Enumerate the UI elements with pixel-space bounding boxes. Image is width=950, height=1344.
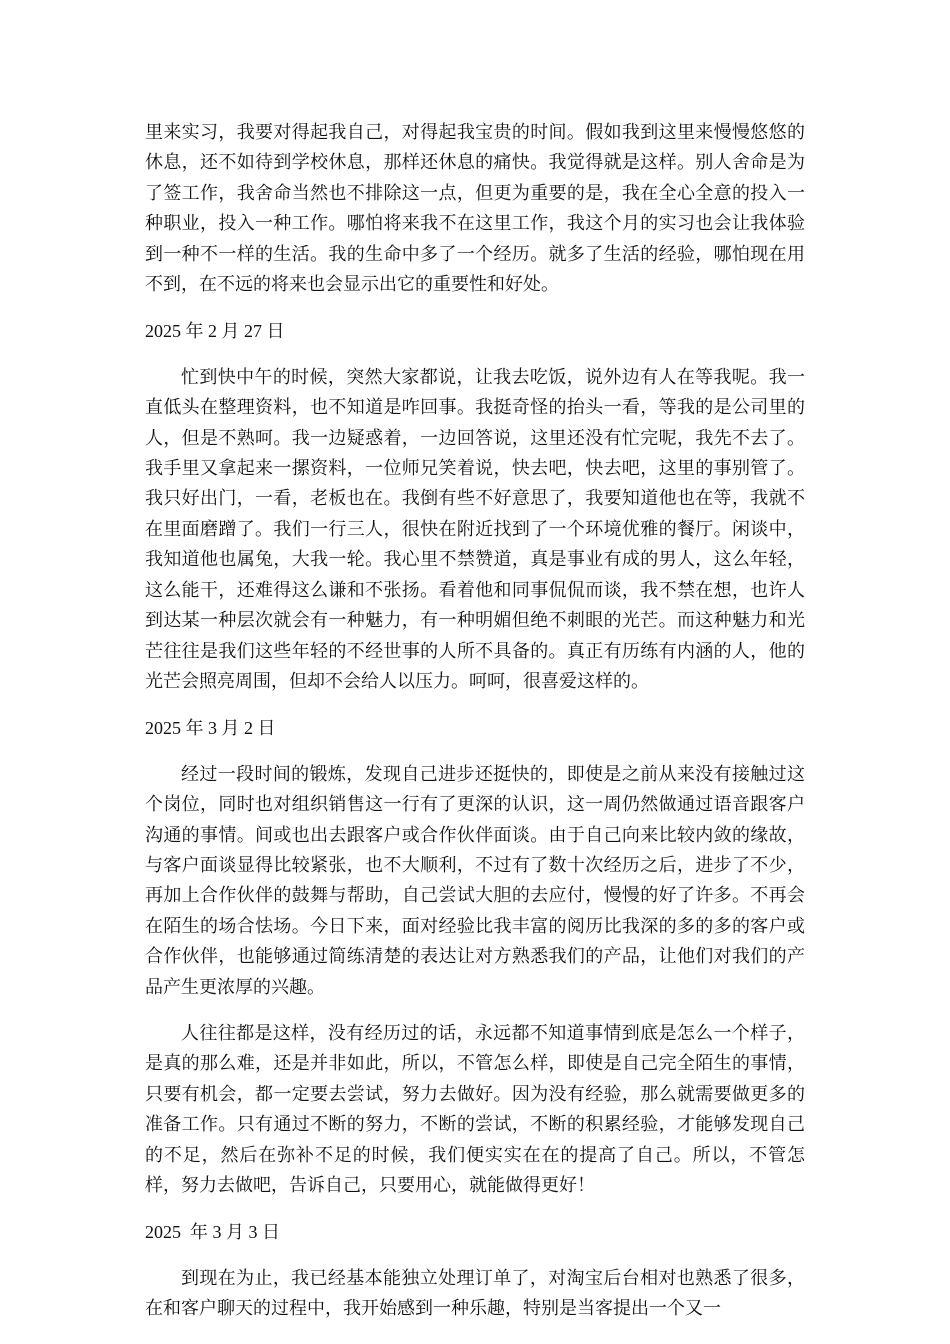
date-heading-mar-2: 2025 年 3 月 2 日 <box>145 718 276 739</box>
spacer <box>145 1201 805 1217</box>
date-heading-feb-27: 2025 年 2 月 27 日 <box>145 321 285 342</box>
spacer <box>145 300 805 316</box>
paragraph-lunch: 忙到快中午的时候，突然大家都说，让我去吃饭，说外边有人在等我呢。我一直低头在整理资料，也不知道是咋回事。我挺奇怪的抬头一看，等我的是公司里的人，但是不熟呵。我一边疑惑着，一边回答说，这里还没有忙完呢，我先不去了。我手里又拿起来一摞资料，一位师兄笑着说，快去吧，快去吧，这里的事别管了。我只好出门，一看，老板也在。我倒有些不好意思了，我要知道他也在等，我就不在里面磨蹭了。我们一行三人，很快在附近找到了一个环境优雅的餐厅。闲谈中，我知道他也属兔，大我一轮。我心里不禁赞道，真是事业有成的男人，这么年轻，这么能干，还难得这么谦和不张扬。看着他和同事侃侃而谈，我不禁在想，也许人到达某一种层次就会有一种魅力，有一种明媚但绝不刺眼的光芒。而这种魅力和光芒往往是我们这些年轻的不经世事的人所不具备的。真正有历练有内涵的人，他的光芒会照亮周围，但却不会给人以压力。呵呵，很喜爱这样的。 <box>145 366 805 692</box>
document-page <box>145 118 805 1325</box>
date-heading-mar-3: 2025 年 3 月 3 日 <box>145 1222 280 1243</box>
spacer <box>145 1003 805 1019</box>
paragraph-intro: 里来实习，我要对得起我自己，对得起我宝贵的时间。假如我到这里来慢慢悠悠的休息，还不如待到学校休息，那样还休息的痛快。我觉得就是这样。别人舍命是为了签工作，我舍命当然也不排除这一点，但更为重要的是，我在全心全意的投入一种职业，投入一种工作。哪怕将来我不在这里工作，我这个月的实习也会让我体验到一种不一样的生活。我的生命中多了一个经历。就多了生活的经验，哪怕现在用不到，在不远的将来也会显示出它的重要性和好处。 <box>145 122 805 296</box>
spacer <box>145 347 805 363</box>
paragraph-reflection: 人往往都是这样，没有经历过的话，永远都不知道事情到底是怎么一个样子，是真的那么难，还是并非如此，所以，不管怎么样，即使是自己完全陌生的事情，只要有机会，都一定要去尝试，努力去做好。因为没有经验，那么就需要做更多的准备工作。只有通过不断的努力，不断的尝试，不断的积累经验，才能够发现自己的不足，然后在弥补不足的时候，我们便实实在在的提高了自己。所以，不管怎样，努力去做吧，告诉自己，只要用心，就能做得更好！ <box>145 1022 805 1196</box>
spacer <box>145 744 805 760</box>
spacer <box>145 697 805 713</box>
spacer <box>145 1248 805 1264</box>
paragraph-orders: 到现在为止，我已经基本能独立处理订单了，对淘宝后台相对也熟悉了很多，在和客户聊天的过程中，我开始感到一种乐趣，特别是当客提出一个又一 <box>145 1267 805 1320</box>
paragraph-training: 经过一段时间的锻炼，发现自己进步还挺快的，即使是之前从来没有接触过这个岗位，同时也对组织销售这一行有了更深的认识，这一周仍然做通过语音跟客户沟通的事情。间或也出去跟客户或合作伙伴面谈。由于自己向来比较内敛的缘故，与客户面谈显得比较紧张，也不大顺利，不过有了数十次经历之后，进步了不少，再加上合作伙伴的鼓舞与帮助，自己尝试大胆的去应付，慢慢的好了许多。不再会在陌生的场合怯场。今日下来，面对经验比我丰富的阅历比我深的多的多的客户或合作伙伴，也能够通过简练清楚的表达让对方熟悉我们的产品，让他们对我们的产品产生更浓厚的兴趣。 <box>145 763 805 998</box>
